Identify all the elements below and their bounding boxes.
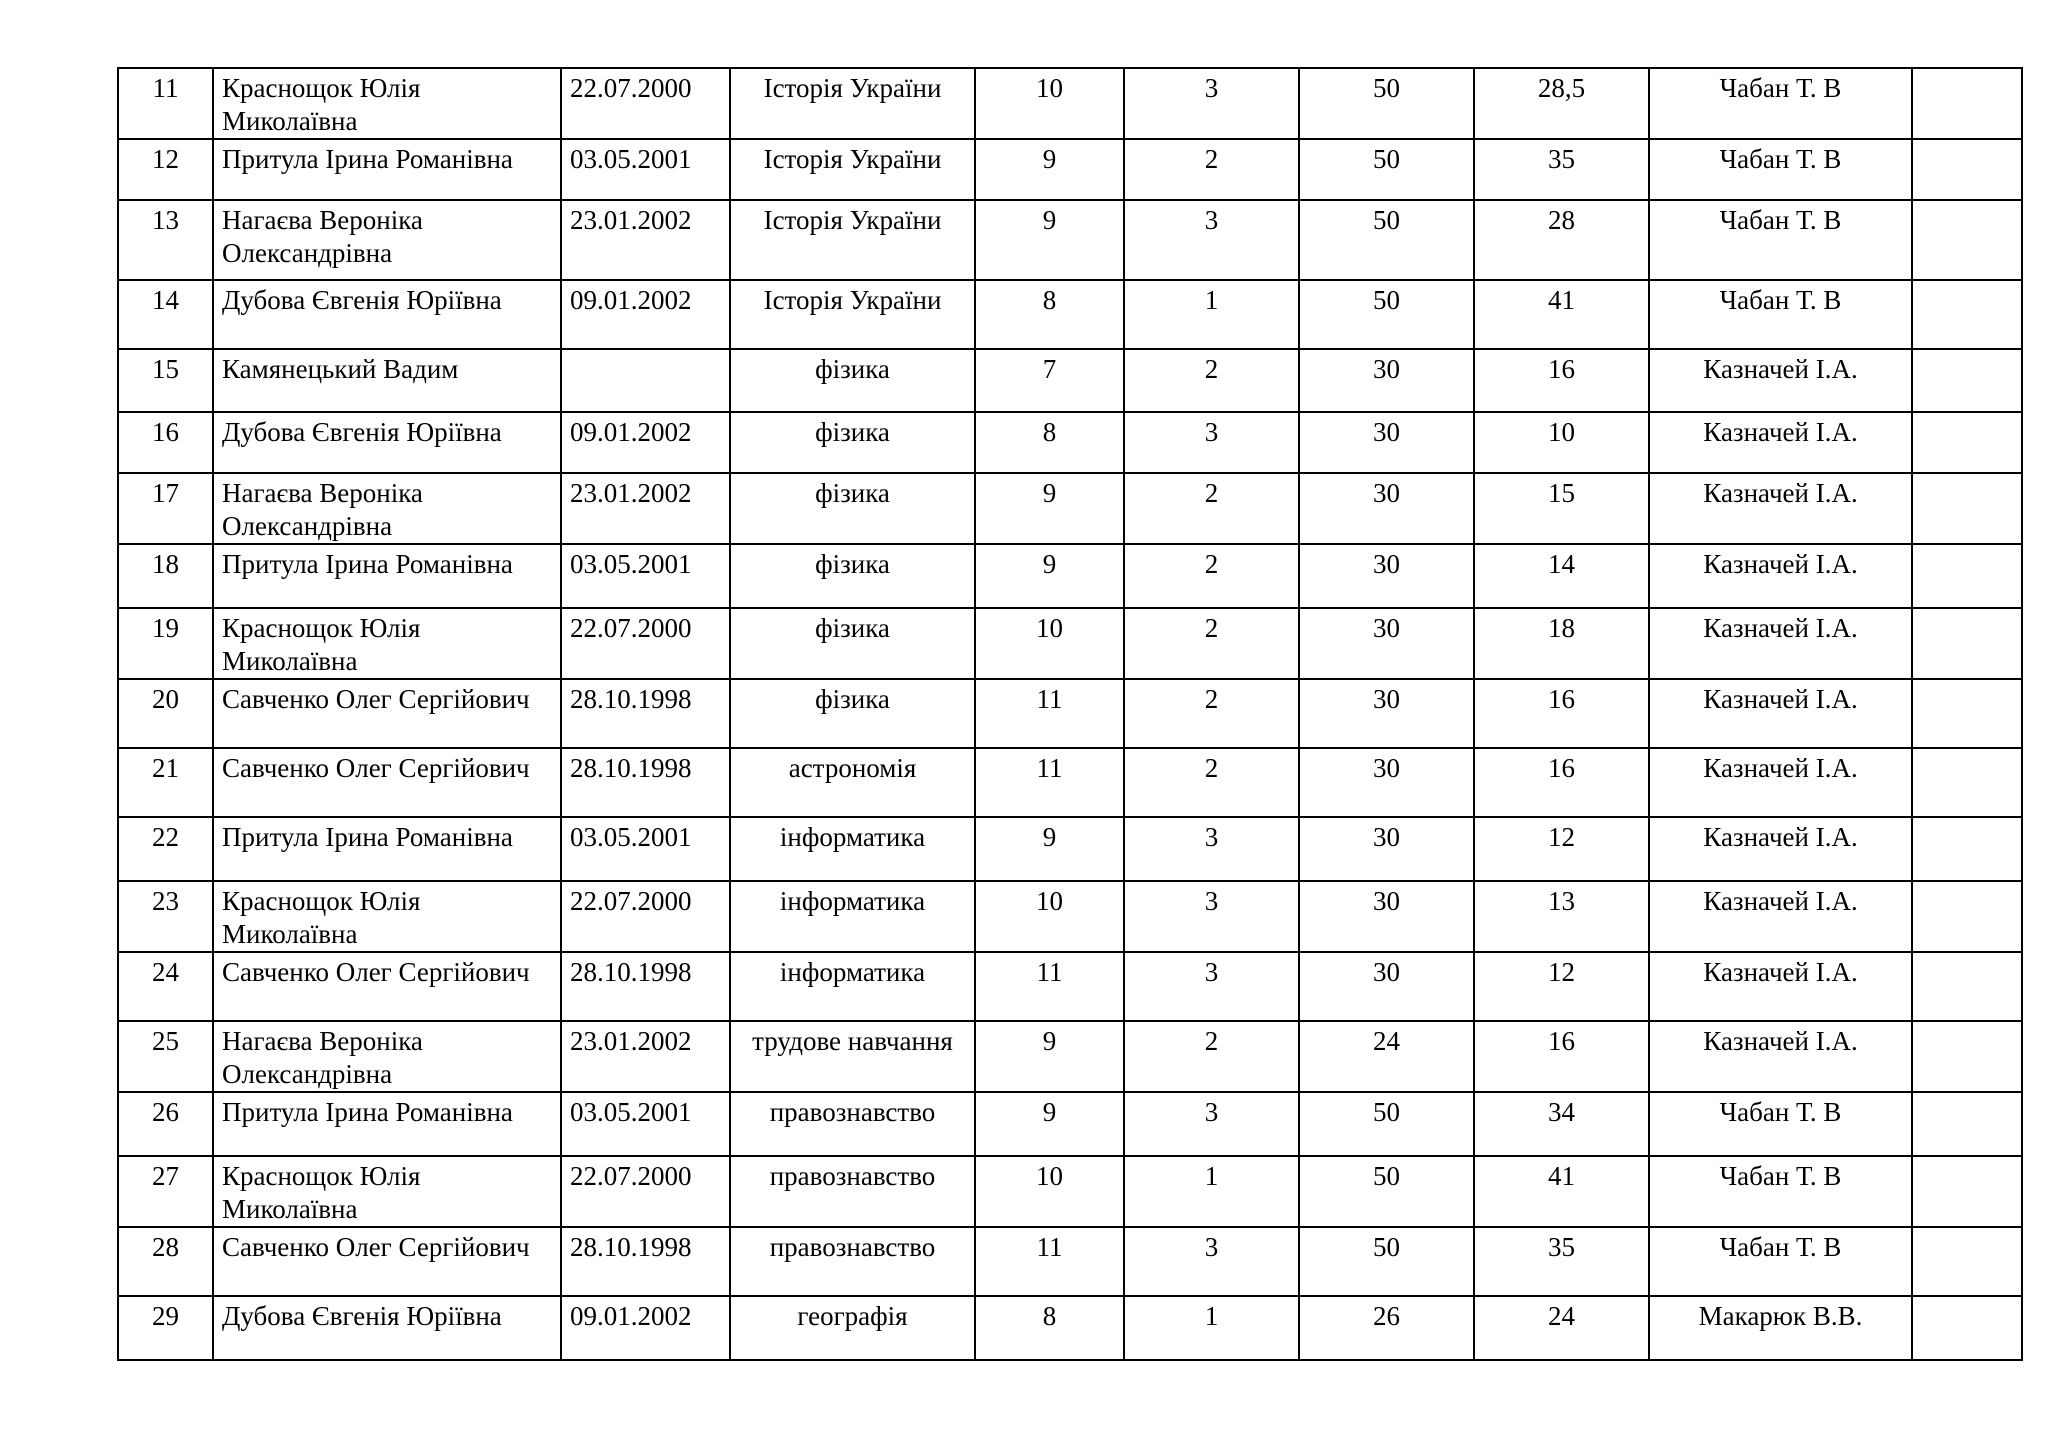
score-cell: 12 bbox=[1474, 817, 1649, 881]
row-number-cell: 22 bbox=[118, 817, 213, 881]
note-cell bbox=[1912, 68, 2022, 139]
subject-cell: фізика bbox=[730, 349, 975, 412]
teacher-cell: Казначей І.А. bbox=[1649, 412, 1912, 473]
teacher-cell: Чабан Т. В bbox=[1649, 1092, 1912, 1156]
note-cell bbox=[1912, 608, 2022, 679]
row-number-cell: 12 bbox=[118, 139, 213, 200]
row-number-cell: 23 bbox=[118, 881, 213, 952]
student-name-cell: Краснощок Юлія Миколаївна bbox=[213, 68, 561, 139]
table-row bbox=[118, 679, 2022, 748]
birth-date-cell: 28.10.1998 bbox=[561, 952, 730, 1021]
subject-cell: фізика bbox=[730, 608, 975, 679]
table-row bbox=[118, 952, 2022, 1021]
max-score-cell: 30 bbox=[1299, 952, 1474, 1021]
table-row bbox=[118, 1021, 2022, 1092]
student-name-cell: Притула Ірина Романівна bbox=[213, 544, 561, 608]
teacher-cell: Казначей І.А. bbox=[1649, 1021, 1912, 1092]
place-cell: 1 bbox=[1124, 280, 1299, 349]
place-cell: 2 bbox=[1124, 1021, 1299, 1092]
grade-cell: 10 bbox=[975, 881, 1124, 952]
note-cell bbox=[1912, 1021, 2022, 1092]
table-row bbox=[118, 349, 2022, 412]
subject-cell: інформатика bbox=[730, 881, 975, 952]
grade-cell: 11 bbox=[975, 748, 1124, 817]
row-number-cell: 29 bbox=[118, 1296, 213, 1360]
table-row bbox=[118, 1227, 2022, 1296]
place-cell: 1 bbox=[1124, 1296, 1299, 1360]
subject-cell: Історія України bbox=[730, 280, 975, 349]
teacher-cell: Казначей І.А. bbox=[1649, 952, 1912, 1021]
grade-cell: 8 bbox=[975, 412, 1124, 473]
student-name-cell: Савченко Олег Сергійович bbox=[213, 748, 561, 817]
birth-date-cell: 22.07.2000 bbox=[561, 68, 730, 139]
student-name-cell: Притула Ірина Романівна bbox=[213, 817, 561, 881]
row-number-cell: 20 bbox=[118, 679, 213, 748]
max-score-cell: 30 bbox=[1299, 817, 1474, 881]
score-cell: 28,5 bbox=[1474, 68, 1649, 139]
row-number-cell: 21 bbox=[118, 748, 213, 817]
note-cell bbox=[1912, 1156, 2022, 1227]
subject-cell: астрономія bbox=[730, 748, 975, 817]
note-cell bbox=[1912, 473, 2022, 544]
score-cell: 41 bbox=[1474, 1156, 1649, 1227]
note-cell bbox=[1912, 817, 2022, 881]
note-cell bbox=[1912, 1092, 2022, 1156]
note-cell bbox=[1912, 349, 2022, 412]
student-name-cell: Дубова Євгенія Юріївна bbox=[213, 1296, 561, 1360]
place-cell: 3 bbox=[1124, 1092, 1299, 1156]
max-score-cell: 50 bbox=[1299, 200, 1474, 280]
place-cell: 2 bbox=[1124, 544, 1299, 608]
grade-cell: 11 bbox=[975, 952, 1124, 1021]
max-score-cell: 30 bbox=[1299, 748, 1474, 817]
score-cell: 10 bbox=[1474, 412, 1649, 473]
subject-cell: інформатика bbox=[730, 952, 975, 1021]
row-number-cell: 27 bbox=[118, 1156, 213, 1227]
max-score-cell: 30 bbox=[1299, 349, 1474, 412]
note-cell bbox=[1912, 544, 2022, 608]
teacher-cell: Чабан Т. В bbox=[1649, 1227, 1912, 1296]
score-cell: 35 bbox=[1474, 1227, 1649, 1296]
birth-date-cell: 09.01.2002 bbox=[561, 280, 730, 349]
teacher-cell: Казначей І.А. bbox=[1649, 679, 1912, 748]
subject-cell: правознавство bbox=[730, 1156, 975, 1227]
note-cell bbox=[1912, 952, 2022, 1021]
birth-date-cell: 28.10.1998 bbox=[561, 748, 730, 817]
note-cell bbox=[1912, 881, 2022, 952]
grade-cell: 11 bbox=[975, 679, 1124, 748]
teacher-cell: Казначей І.А. bbox=[1649, 608, 1912, 679]
place-cell: 2 bbox=[1124, 608, 1299, 679]
place-cell: 3 bbox=[1124, 817, 1299, 881]
row-number-cell: 13 bbox=[118, 200, 213, 280]
row-number-cell: 17 bbox=[118, 473, 213, 544]
row-number-cell: 25 bbox=[118, 1021, 213, 1092]
olympiad-results-table bbox=[117, 67, 2023, 1361]
place-cell: 3 bbox=[1124, 200, 1299, 280]
score-cell: 15 bbox=[1474, 473, 1649, 544]
teacher-cell: Казначей І.А. bbox=[1649, 349, 1912, 412]
subject-cell: Історія України bbox=[730, 200, 975, 280]
student-name-cell: Дубова Євгенія Юріївна bbox=[213, 280, 561, 349]
table-row bbox=[118, 1296, 2022, 1360]
teacher-cell: Чабан Т. В bbox=[1649, 200, 1912, 280]
subject-cell: фізика bbox=[730, 679, 975, 748]
student-name-cell: Краснощок Юлія Миколаївна bbox=[213, 881, 561, 952]
max-score-cell: 50 bbox=[1299, 139, 1474, 200]
row-number-cell: 28 bbox=[118, 1227, 213, 1296]
student-name-cell: Савченко Олег Сергійович bbox=[213, 679, 561, 748]
max-score-cell: 50 bbox=[1299, 1092, 1474, 1156]
birth-date-cell: 03.05.2001 bbox=[561, 817, 730, 881]
max-score-cell: 30 bbox=[1299, 608, 1474, 679]
note-cell bbox=[1912, 1227, 2022, 1296]
place-cell: 1 bbox=[1124, 1156, 1299, 1227]
table-row bbox=[118, 412, 2022, 473]
max-score-cell: 50 bbox=[1299, 280, 1474, 349]
row-number-cell: 19 bbox=[118, 608, 213, 679]
score-cell: 41 bbox=[1474, 280, 1649, 349]
student-name-cell: Нагаєва Вероніка Олександрівна bbox=[213, 473, 561, 544]
birth-date-cell: 03.05.2001 bbox=[561, 1092, 730, 1156]
grade-cell: 9 bbox=[975, 817, 1124, 881]
table-row bbox=[118, 200, 2022, 280]
score-cell: 16 bbox=[1474, 748, 1649, 817]
max-score-cell: 26 bbox=[1299, 1296, 1474, 1360]
student-name-cell: Нагаєва Вероніка Олександрівна bbox=[213, 1021, 561, 1092]
subject-cell: правознавство bbox=[730, 1092, 975, 1156]
table-row bbox=[118, 139, 2022, 200]
birth-date-cell: 28.10.1998 bbox=[561, 679, 730, 748]
row-number-cell: 11 bbox=[118, 68, 213, 139]
score-cell: 16 bbox=[1474, 349, 1649, 412]
place-cell: 3 bbox=[1124, 68, 1299, 139]
student-name-cell: Нагаєва Вероніка Олександрівна bbox=[213, 200, 561, 280]
score-cell: 16 bbox=[1474, 1021, 1649, 1092]
grade-cell: 10 bbox=[975, 608, 1124, 679]
table-body bbox=[118, 68, 2022, 1360]
row-number-cell: 26 bbox=[118, 1092, 213, 1156]
grade-cell: 10 bbox=[975, 1156, 1124, 1227]
birth-date-cell: 22.07.2000 bbox=[561, 608, 730, 679]
score-cell: 16 bbox=[1474, 679, 1649, 748]
table-row bbox=[118, 881, 2022, 952]
note-cell bbox=[1912, 200, 2022, 280]
teacher-cell: Казначей І.А. bbox=[1649, 817, 1912, 881]
note-cell bbox=[1912, 1296, 2022, 1360]
teacher-cell: Казначей І.А. bbox=[1649, 473, 1912, 544]
row-number-cell: 14 bbox=[118, 280, 213, 349]
subject-cell: Історія України bbox=[730, 68, 975, 139]
subject-cell: фізика bbox=[730, 544, 975, 608]
subject-cell: географія bbox=[730, 1296, 975, 1360]
row-number-cell: 15 bbox=[118, 349, 213, 412]
place-cell: 3 bbox=[1124, 412, 1299, 473]
birth-date-cell: 28.10.1998 bbox=[561, 1227, 730, 1296]
teacher-cell: Казначей І.А. bbox=[1649, 544, 1912, 608]
grade-cell: 9 bbox=[975, 473, 1124, 544]
student-name-cell: Дубова Євгенія Юріївна bbox=[213, 412, 561, 473]
note-cell bbox=[1912, 748, 2022, 817]
student-name-cell: Краснощок Юлія Миколаївна bbox=[213, 608, 561, 679]
row-number-cell: 16 bbox=[118, 412, 213, 473]
note-cell bbox=[1912, 412, 2022, 473]
subject-cell: інформатика bbox=[730, 817, 975, 881]
table-row bbox=[118, 544, 2022, 608]
note-cell bbox=[1912, 280, 2022, 349]
grade-cell: 9 bbox=[975, 544, 1124, 608]
subject-cell: фізика bbox=[730, 412, 975, 473]
table-row bbox=[118, 1156, 2022, 1227]
score-cell: 12 bbox=[1474, 952, 1649, 1021]
score-cell: 35 bbox=[1474, 139, 1649, 200]
max-score-cell: 50 bbox=[1299, 1227, 1474, 1296]
student-name-cell: Савченко Олег Сергійович bbox=[213, 1227, 561, 1296]
grade-cell: 9 bbox=[975, 1092, 1124, 1156]
student-name-cell: Савченко Олег Сергійович bbox=[213, 952, 561, 1021]
max-score-cell: 30 bbox=[1299, 881, 1474, 952]
grade-cell: 7 bbox=[975, 349, 1124, 412]
table-row bbox=[118, 473, 2022, 544]
teacher-cell: Казначей І.А. bbox=[1649, 881, 1912, 952]
birth-date-cell: 09.01.2002 bbox=[561, 412, 730, 473]
birth-date-cell bbox=[561, 349, 730, 412]
student-name-cell: Краснощок Юлія Миколаївна bbox=[213, 1156, 561, 1227]
table-row bbox=[118, 817, 2022, 881]
teacher-cell: Макарюк В.В. bbox=[1649, 1296, 1912, 1360]
score-cell: 13 bbox=[1474, 881, 1649, 952]
birth-date-cell: 23.01.2002 bbox=[561, 200, 730, 280]
teacher-cell: Чабан Т. В bbox=[1649, 1156, 1912, 1227]
score-cell: 34 bbox=[1474, 1092, 1649, 1156]
max-score-cell: 30 bbox=[1299, 679, 1474, 748]
birth-date-cell: 03.05.2001 bbox=[561, 544, 730, 608]
place-cell: 2 bbox=[1124, 349, 1299, 412]
table-row bbox=[118, 1092, 2022, 1156]
place-cell: 3 bbox=[1124, 952, 1299, 1021]
max-score-cell: 30 bbox=[1299, 544, 1474, 608]
row-number-cell: 18 bbox=[118, 544, 213, 608]
student-name-cell: Камянецький Вадим bbox=[213, 349, 561, 412]
grade-cell: 8 bbox=[975, 1296, 1124, 1360]
grade-cell: 11 bbox=[975, 1227, 1124, 1296]
birth-date-cell: 09.01.2002 bbox=[561, 1296, 730, 1360]
row-number-cell: 24 bbox=[118, 952, 213, 1021]
place-cell: 2 bbox=[1124, 473, 1299, 544]
grade-cell: 9 bbox=[975, 139, 1124, 200]
place-cell: 2 bbox=[1124, 139, 1299, 200]
place-cell: 3 bbox=[1124, 881, 1299, 952]
subject-cell: правознавство bbox=[730, 1227, 975, 1296]
subject-cell: Історія України bbox=[730, 139, 975, 200]
max-score-cell: 24 bbox=[1299, 1021, 1474, 1092]
table-row bbox=[118, 608, 2022, 679]
max-score-cell: 30 bbox=[1299, 412, 1474, 473]
score-cell: 28 bbox=[1474, 200, 1649, 280]
birth-date-cell: 23.01.2002 bbox=[561, 473, 730, 544]
note-cell bbox=[1912, 139, 2022, 200]
birth-date-cell: 03.05.2001 bbox=[561, 139, 730, 200]
teacher-cell: Чабан Т. В bbox=[1649, 280, 1912, 349]
subject-cell: трудове навчання bbox=[730, 1021, 975, 1092]
grade-cell: 10 bbox=[975, 68, 1124, 139]
student-name-cell: Притула Ірина Романівна bbox=[213, 1092, 561, 1156]
score-cell: 18 bbox=[1474, 608, 1649, 679]
score-cell: 14 bbox=[1474, 544, 1649, 608]
max-score-cell: 50 bbox=[1299, 68, 1474, 139]
grade-cell: 9 bbox=[975, 1021, 1124, 1092]
note-cell bbox=[1912, 679, 2022, 748]
max-score-cell: 50 bbox=[1299, 1156, 1474, 1227]
student-name-cell: Притула Ірина Романівна bbox=[213, 139, 561, 200]
table-row bbox=[118, 68, 2022, 139]
birth-date-cell: 22.07.2000 bbox=[561, 881, 730, 952]
birth-date-cell: 23.01.2002 bbox=[561, 1021, 730, 1092]
score-cell: 24 bbox=[1474, 1296, 1649, 1360]
place-cell: 3 bbox=[1124, 1227, 1299, 1296]
birth-date-cell: 22.07.2000 bbox=[561, 1156, 730, 1227]
subject-cell: фізика bbox=[730, 473, 975, 544]
max-score-cell: 30 bbox=[1299, 473, 1474, 544]
teacher-cell: Казначей І.А. bbox=[1649, 748, 1912, 817]
teacher-cell: Чабан Т. В bbox=[1649, 139, 1912, 200]
place-cell: 2 bbox=[1124, 748, 1299, 817]
teacher-cell: Чабан Т. В bbox=[1649, 68, 1912, 139]
place-cell: 2 bbox=[1124, 679, 1299, 748]
grade-cell: 8 bbox=[975, 280, 1124, 349]
table-row bbox=[118, 748, 2022, 817]
table-row bbox=[118, 280, 2022, 349]
grade-cell: 9 bbox=[975, 200, 1124, 280]
